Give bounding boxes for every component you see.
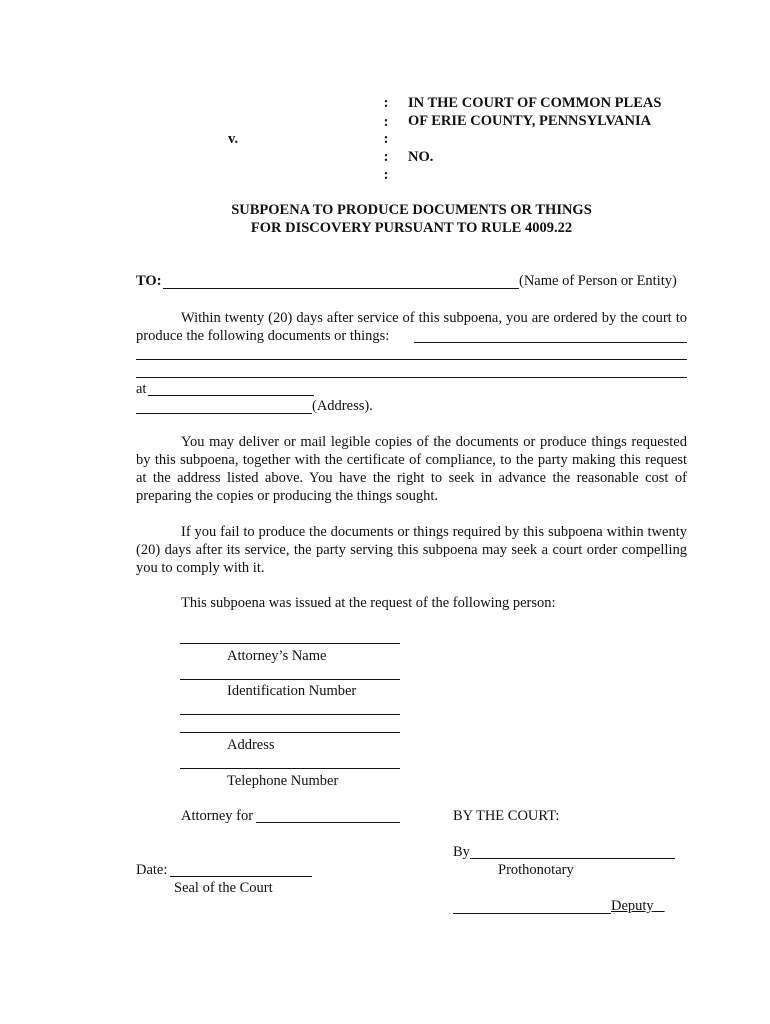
recipient-name-field[interactable] [163,288,519,289]
caption-colon: : [383,114,389,130]
versus-label: v. [228,131,239,147]
caption-colon: : [383,95,389,111]
at-label: at [136,381,147,397]
deputy-text: Deputy [611,898,654,914]
failure-paragraph [136,523,687,577]
attorney-for-field[interactable] [256,822,400,823]
by-label: By [453,844,470,860]
address-field-line1[interactable] [148,395,314,396]
date-label: Date: [136,862,168,878]
recipient-name-hint: (Name of Person or Entity) [519,273,677,289]
address-hint: (Address). [312,398,373,414]
by-the-court-label: BY THE COURT: [453,808,560,824]
attorney-address-label: Address [227,737,275,753]
documents-field-line2[interactable] [136,359,687,360]
instructions-text: Within twenty (20) days after service of this subpoena, you are ordered by the court to produce the following documents or things: [136,310,687,344]
case-number-label: NO. [408,149,434,165]
attorney-name-field[interactable] [180,643,400,644]
subpoena-title-line2: FOR DISCOVERY PURSUANT TO RULE 4009.22 [250,220,573,236]
attorney-address-field-line2[interactable] [180,732,400,733]
attorney-address-field-line1[interactable] [180,714,400,715]
prothonotary-label: Prothonotary [498,862,574,878]
attorney-name-label: Attorney’s Name [227,648,327,664]
caption-colon: : [383,167,389,183]
delivery-paragraph [136,433,687,505]
court-name-line2: OF ERIE COUNTY, PENNSYLVANIA [408,113,652,129]
deputy-signature-field[interactable] [453,913,611,914]
attorney-phone-label: Telephone Number [227,773,339,789]
court-seal-label: Seal of the Court [174,880,273,896]
instructions-paragraph [136,309,687,345]
signature-field[interactable] [470,858,675,859]
to-label: TO: [136,273,162,289]
requester-paragraph [136,594,687,612]
attorney-phone-field[interactable] [180,768,400,769]
attorney-id-field[interactable] [180,679,400,680]
subpoena-title-line1: SUBPOENA TO PRODUCE DOCUMENTS OR THINGS [231,202,592,218]
court-name-line1: IN THE COURT OF COMMON PLEAS [408,95,662,111]
deputy-label [611,898,665,915]
documents-field-line3[interactable] [136,377,687,378]
caption-colon: : [383,149,389,165]
requester-text: This subpoena was issued at the request of the following person: [181,595,556,611]
attorney-id-label: Identification Number [227,683,357,699]
date-field[interactable] [170,876,312,877]
address-field-line2[interactable] [136,413,312,414]
attorney-for-label: Attorney for [181,808,254,824]
documents-field-line1[interactable] [414,342,687,343]
failure-text: If you fail to produce the documents or things required by this subpoena within twenty (20) days after its service, the party serving this subpoena may seek a court order compelling you to comply with it. [136,524,687,576]
delivery-text: You may deliver or mail legible copies of the documents or produce things requested by this subpoena, together with the certificate of compliance, to the party making this request at the address listed above. You have the right to seek in advance the reasonable cost of preparing the copies or producing the things sought. [136,434,687,504]
caption-colon: : [383,131,389,147]
